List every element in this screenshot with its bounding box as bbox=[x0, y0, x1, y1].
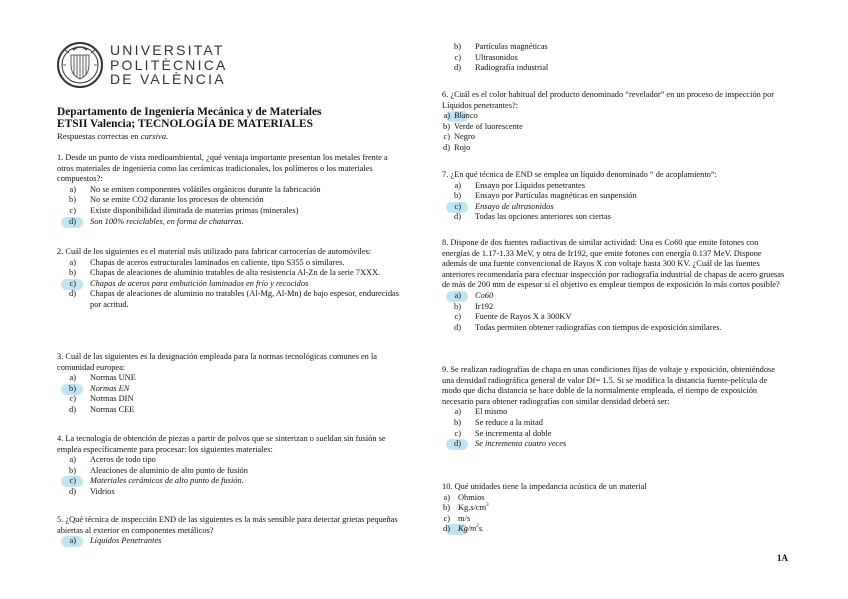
option-text: Todas permiten obtener radiografías con tiempos de exposición similares. bbox=[475, 322, 722, 332]
option-letter: d) bbox=[454, 439, 461, 449]
option-text: Existe disponibilidad ilimitada de materias primas (minerales) bbox=[90, 205, 299, 215]
option-a bbox=[57, 455, 402, 466]
options-list bbox=[442, 493, 787, 535]
option-text: Vidrios bbox=[90, 486, 115, 496]
option-letter: d) bbox=[454, 63, 461, 73]
option-letter: a) bbox=[443, 492, 450, 502]
option-b bbox=[57, 195, 402, 206]
option-b-correct bbox=[57, 384, 402, 395]
option-a-correct bbox=[442, 291, 787, 302]
option-letter: c) bbox=[69, 278, 76, 288]
option-letter: d) bbox=[69, 486, 76, 496]
option-letter: b) bbox=[69, 383, 76, 393]
option-letter: a) bbox=[443, 111, 450, 121]
option-b bbox=[442, 122, 787, 133]
option-text: Normas DIN bbox=[90, 394, 134, 404]
option-letter: c) bbox=[454, 312, 461, 322]
options-list bbox=[442, 111, 787, 153]
question-text: 2. Cuál de los siguientes es el material más utilizado para fabricar carrocerías de automóviles: bbox=[57, 247, 372, 256]
options-list bbox=[442, 181, 787, 223]
option-letter: a) bbox=[454, 180, 461, 190]
option-a bbox=[57, 373, 402, 384]
option-b bbox=[57, 466, 402, 477]
option-text bbox=[458, 503, 787, 514]
option-letter: d) bbox=[454, 322, 461, 332]
option-letter: b) bbox=[443, 503, 450, 513]
option-b bbox=[442, 42, 787, 53]
option-c-correct bbox=[442, 202, 787, 213]
option-letter: a) bbox=[69, 536, 76, 546]
option-text: Ultrasonidos bbox=[475, 52, 518, 62]
option-letter: c) bbox=[443, 513, 450, 523]
option-text: Aceros de todo tipo bbox=[90, 455, 156, 465]
option-letter: c) bbox=[454, 201, 461, 211]
option-letter: a) bbox=[69, 455, 76, 465]
university-name-line: POLITÈCNICA bbox=[110, 56, 228, 73]
option-a bbox=[57, 185, 402, 196]
option-letter: a) bbox=[454, 290, 461, 300]
question-text: 3. Cuál de las siguientes es la designación empleada para la normas tecnológicas comunes en la comunidad europea: bbox=[57, 352, 378, 372]
option-c bbox=[57, 394, 402, 405]
question-5 bbox=[57, 515, 402, 547]
university-name-line: DE VALÈNCIA bbox=[110, 71, 226, 87]
option-text: Ohmios bbox=[458, 492, 485, 502]
options-list bbox=[442, 407, 787, 449]
option-text: Partículas magnéticas bbox=[475, 42, 548, 51]
option-letter: c) bbox=[69, 205, 76, 215]
option-a-correct bbox=[57, 536, 402, 547]
option-d-correct bbox=[442, 524, 787, 535]
answer-note: Respuestas correctas en cursiva. bbox=[57, 130, 169, 141]
option-letter: a) bbox=[454, 407, 461, 417]
document-header bbox=[57, 106, 397, 142]
question-text: 10. Qué unidades tiene la impedancia acústica de un material bbox=[442, 482, 647, 491]
option-b bbox=[442, 418, 787, 429]
option-text: No se emite CO2 durante los procesos de obtención bbox=[90, 195, 264, 205]
option-letter: d) bbox=[443, 142, 450, 152]
university-name bbox=[110, 43, 228, 87]
option-text: Ensayo por Líquidos penetrantes bbox=[475, 180, 586, 190]
option-text-main: Kg.s/cm bbox=[458, 503, 487, 513]
option-text: Fuente de Rayos X a 300KV bbox=[475, 312, 572, 322]
option-text: Blanco bbox=[454, 111, 478, 121]
option-a bbox=[442, 181, 787, 192]
option-c bbox=[57, 206, 402, 217]
option-text: Son 100% reciclables, en forma de chatarras. bbox=[90, 216, 244, 226]
option-letter: c) bbox=[454, 428, 461, 438]
option-superscript: 2 bbox=[476, 524, 479, 530]
question-4 bbox=[57, 434, 402, 498]
option-text-main: Kg/m bbox=[458, 524, 477, 534]
question-3 bbox=[57, 352, 402, 416]
option-text: Ensayo por Partículas magnéticas en suspensión bbox=[475, 191, 637, 201]
option-letter: c) bbox=[443, 132, 450, 142]
option-text: Verde of luorescente bbox=[454, 121, 523, 131]
option-text: m/s bbox=[458, 513, 471, 523]
option-text: Se reduce a la mitad bbox=[475, 417, 543, 427]
option-letter: d) bbox=[443, 524, 450, 534]
option-d bbox=[442, 143, 787, 154]
option-d bbox=[442, 63, 787, 74]
option-text: Radiografía industrial bbox=[475, 63, 549, 73]
option-b bbox=[57, 268, 402, 279]
options-list bbox=[57, 455, 402, 497]
option-text: Normas EN bbox=[90, 383, 130, 393]
question-text: 5. ¿Qué técnica de inspección END de las siguientes es la más sensible para detectar grietas pequeñas abiertas al exterior en componentes metálicos? bbox=[57, 515, 398, 535]
question-1 bbox=[57, 153, 402, 227]
option-letter: b) bbox=[69, 268, 76, 278]
option-text: Se incrementa al doble bbox=[475, 428, 552, 438]
option-letter: b) bbox=[454, 417, 461, 427]
option-c bbox=[442, 514, 787, 525]
option-letter: b) bbox=[454, 301, 461, 311]
course-title: ETSII Valencia; TECNOLOGÍA DE MATERIALES bbox=[57, 118, 313, 131]
options-list bbox=[442, 291, 787, 333]
option-text: Aleaciones de aluminio de alto punto de fusión bbox=[90, 465, 248, 475]
option-letter: c) bbox=[69, 476, 76, 486]
option-letter: d) bbox=[69, 404, 76, 414]
question-5-continued bbox=[442, 42, 787, 74]
question-text: 9. Se realizan radiografías de chapa en unas condiciones fijas de voltaje y exposición, obteniéndose una densidad radiográfica general de valor Df= 1.5. Si se modifica la distancia fuente-película de modo que dicha distancia se hace doble de la normalmente empleada, el tiempo de exposición necesario para obtener radiografías con similar densidad deberá ser: bbox=[442, 365, 776, 406]
option-a-correct bbox=[442, 111, 787, 122]
options-list bbox=[57, 373, 402, 415]
option-text: Chapas de aceros para embutición laminados en frío y recocidos bbox=[90, 278, 309, 288]
option-letter: c) bbox=[454, 52, 461, 62]
page-number: 1A bbox=[777, 553, 788, 563]
option-c-correct bbox=[57, 279, 402, 290]
question-2 bbox=[57, 247, 402, 311]
option-text: Materiales cerámicos de alto punto de fusión. bbox=[90, 476, 244, 486]
option-text bbox=[458, 524, 787, 535]
question-text: 6. ¿Cuál es el color habitual del producto denominado “revelador” en un proceso de inspección por Líquidos penetrantes?: bbox=[442, 90, 775, 110]
option-text: Todas las opciones anteriores son ciertas bbox=[475, 212, 611, 222]
option-text: Co60 bbox=[475, 290, 494, 300]
option-d-correct bbox=[57, 217, 402, 228]
option-text: Normas UNE bbox=[90, 373, 136, 383]
option-text: Líquidos Penetrantes bbox=[90, 536, 162, 546]
options-list bbox=[57, 258, 402, 311]
option-a bbox=[57, 258, 402, 269]
option-c bbox=[442, 429, 787, 440]
option-c-correct bbox=[57, 476, 402, 487]
option-d-correct bbox=[442, 439, 787, 450]
options-list bbox=[57, 185, 402, 227]
option-superscript: 3 bbox=[486, 503, 489, 509]
question-9 bbox=[442, 365, 787, 450]
option-letter: d) bbox=[454, 212, 461, 222]
option-text: No se emiten componentes volátiles orgánicos durante la fabricación bbox=[90, 184, 321, 194]
question-text: 4. La tecnología de obtención de piezas a partir de polvos que se sinterizan o sueldan sin fusión se emplea específicamente para procesar: los siguientes materiales: bbox=[57, 434, 386, 454]
option-text: Ir192 bbox=[475, 301, 494, 311]
option-letter: a) bbox=[69, 184, 76, 194]
option-text: Chapas de aleaciones de aluminio no tratables (Al-Mg, Al-Mn) de bajo espesor, endurecidas por acritud. bbox=[90, 289, 399, 309]
option-d bbox=[57, 405, 402, 416]
question-8 bbox=[442, 238, 787, 333]
university-name-line: UNIVERSITAT bbox=[110, 42, 225, 58]
option-text: Chapas de aceros estructurales laminados en caliente, tipo S355 o similares. bbox=[90, 257, 345, 267]
option-text: Se incrementa cuatro veces bbox=[475, 439, 567, 449]
options-list bbox=[57, 536, 402, 547]
option-letter: b) bbox=[454, 191, 461, 201]
option-letter: b) bbox=[69, 465, 76, 475]
option-d bbox=[57, 289, 402, 310]
option-letter: d) bbox=[69, 216, 76, 226]
question-text: 1. Desde un punto de vista medioambiental, ¿qué ventaja importante presentan los metales frente a otros materiales de ingeniería como las cerámicas tradicionales, los polímeros o los materiales compuestos?: bbox=[57, 153, 388, 184]
option-c bbox=[442, 53, 787, 64]
question-10 bbox=[442, 482, 787, 535]
option-letter: c) bbox=[69, 394, 76, 404]
option-letter: d) bbox=[69, 289, 76, 299]
option-letter: a) bbox=[69, 373, 76, 383]
option-text: Chapas de aleaciones de aluminio tratables de alta resistencia Al-Zn de la serie 7XXX. bbox=[90, 268, 381, 278]
option-c bbox=[442, 132, 787, 143]
option-letter: b) bbox=[69, 195, 76, 205]
question-7 bbox=[442, 170, 787, 223]
university-seal-icon bbox=[57, 40, 103, 90]
option-text-tail: s. bbox=[478, 524, 485, 534]
question-text: 7. ¿En qué técnica de END se emplea un líquido denominado “ de acoplamiento”: bbox=[442, 170, 717, 179]
option-letter: a) bbox=[69, 257, 76, 267]
option-text: Rojo bbox=[454, 142, 471, 152]
option-text: El mismo bbox=[475, 407, 508, 417]
option-d bbox=[442, 323, 787, 334]
option-letter: b) bbox=[454, 42, 461, 51]
option-a bbox=[442, 407, 787, 418]
question-6 bbox=[442, 90, 787, 154]
option-text: Negro bbox=[454, 132, 475, 142]
university-logo bbox=[57, 40, 387, 92]
option-d bbox=[442, 212, 787, 223]
option-letter: b) bbox=[443, 121, 450, 131]
options-list bbox=[442, 42, 787, 74]
option-c bbox=[442, 312, 787, 323]
option-b bbox=[442, 503, 787, 514]
department-title: Departamento de Ingeniería Mecánica y de Materiales bbox=[57, 106, 322, 118]
option-text: Ensayo de ultrasonidos bbox=[475, 201, 554, 211]
option-d bbox=[57, 487, 402, 498]
question-text: 8. Dispone de dos fuentes radiactivas de similar actividad: Una es Co60 que emite fotones con energías de 1.17-1.33 MeV, y otra de Ir192, que emite fotones con energía 0.137 MeV. Dispone además de una fuente convencional de Rayos X con voltaje hasta 300 KV. ¿Cuál de las fuentes anteriores recomendaría para efectuar inspección por radiografía industrial de chapas de acero gruesas de más de 200 mm de espesor si el objetivo es emplear tiempos de exposición lo más cortos posible? bbox=[442, 238, 785, 290]
option-b bbox=[442, 191, 787, 202]
option-text: Normas CEE bbox=[90, 404, 135, 414]
option-a bbox=[442, 493, 787, 504]
option-b bbox=[442, 302, 787, 313]
